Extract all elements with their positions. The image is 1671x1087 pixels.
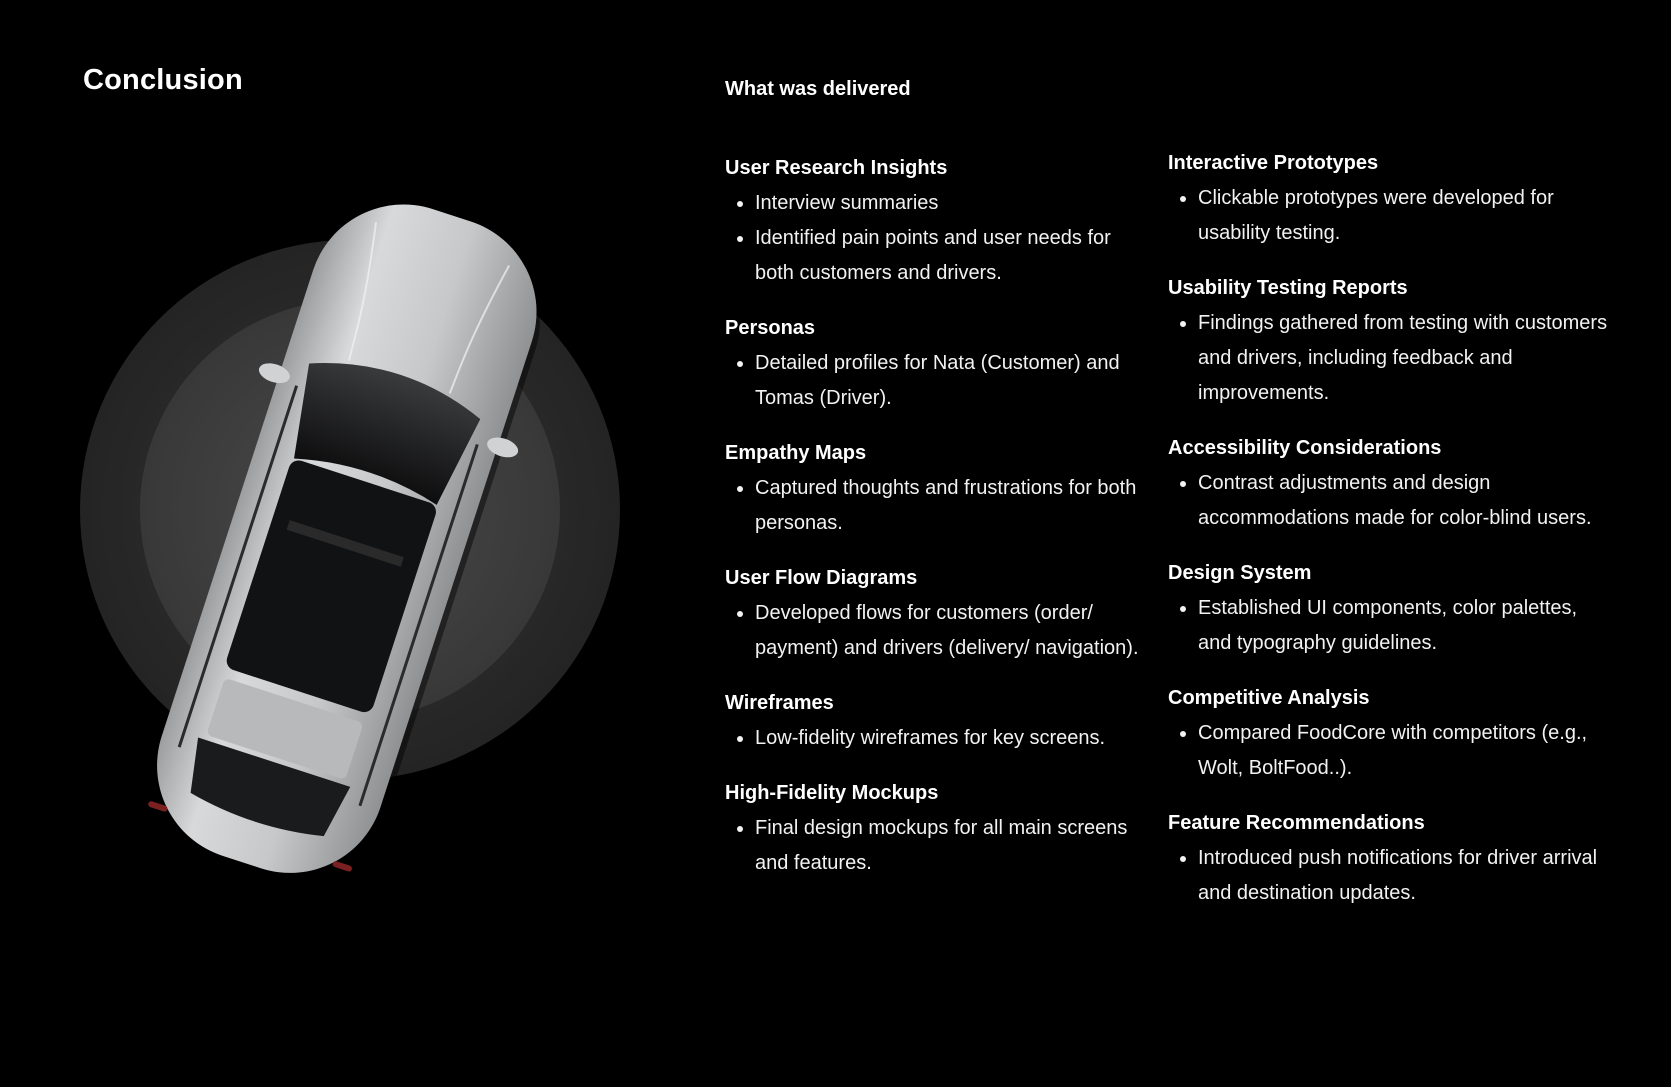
deliverable-item: Clickable prototypes were developed for usability testing. bbox=[1198, 181, 1608, 251]
deliverable-title: User Research Insights bbox=[725, 157, 948, 179]
deliverable-group bbox=[725, 155, 1155, 291]
deliverable-item: Introduced push notifications for driver arrival and destination updates. bbox=[1198, 841, 1608, 911]
deliverable-title: Accessibility Considerations bbox=[1168, 437, 1442, 459]
deliverable-title: Usability Testing Reports bbox=[1168, 277, 1408, 299]
deliverable-group bbox=[1168, 435, 1608, 536]
deliverable-group bbox=[725, 315, 1155, 416]
section-title: What was delivered bbox=[725, 78, 911, 100]
deliverable-group bbox=[1168, 685, 1608, 786]
deliverable-group bbox=[725, 780, 1155, 881]
deliverable-item: Developed flows for customers (order/ payment) and drivers (delivery/ navigation). bbox=[755, 596, 1155, 666]
deliverable-group bbox=[1168, 275, 1608, 411]
deliverable-item: Captured thoughts and frustrations for both personas. bbox=[755, 471, 1155, 541]
deliverable-title: Design System bbox=[1168, 562, 1312, 584]
deliverable-title: Feature Recommendations bbox=[1168, 812, 1425, 834]
deliverable-title: Personas bbox=[725, 317, 816, 339]
deliverable-item: Findings gathered from testing with customers and drivers, including feedback and improvements. bbox=[1198, 306, 1608, 411]
deliverable-group bbox=[725, 440, 1155, 541]
deliverable-title: Interactive Prototypes bbox=[1168, 152, 1379, 174]
deliverable-title: User Flow Diagrams bbox=[725, 567, 918, 589]
car-top-view-icon bbox=[60, 190, 640, 900]
deliverable-item: Low-fidelity wireframes for key screens. bbox=[755, 721, 1155, 756]
deliverables-left-column bbox=[725, 155, 1155, 881]
deliverable-title: High-Fidelity Mockups bbox=[725, 782, 939, 804]
deliverable-item: Interview summaries bbox=[755, 186, 1155, 221]
deliverable-group bbox=[1168, 810, 1608, 911]
deliverable-title: Competitive Analysis bbox=[1168, 687, 1370, 709]
page-title: Conclusion bbox=[83, 64, 243, 96]
deliverable-item: Identified pain points and user needs for both customers and drivers. bbox=[755, 221, 1155, 291]
deliverable-item: Contrast adjustments and design accommodations made for color-blind users. bbox=[1198, 466, 1608, 536]
deliverable-item: Final design mockups for all main screens and features. bbox=[755, 811, 1155, 881]
deliverable-item: Established UI components, color palettes, and typography guidelines. bbox=[1198, 591, 1608, 661]
deliverable-group bbox=[1168, 560, 1608, 661]
deliverable-title: Empathy Maps bbox=[725, 442, 867, 464]
deliverable-group bbox=[725, 690, 1155, 756]
deliverable-group bbox=[1168, 150, 1608, 251]
deliverable-item: Detailed profiles for Nata (Customer) and Tomas (Driver). bbox=[755, 346, 1155, 416]
car-illustration bbox=[60, 190, 640, 900]
deliverable-group bbox=[725, 565, 1155, 666]
deliverables-right-column bbox=[1168, 150, 1608, 911]
deliverable-item: Compared FoodCore with competitors (e.g., Wolt, BoltFood..). bbox=[1198, 716, 1608, 786]
deliverable-title: Wireframes bbox=[725, 692, 834, 714]
